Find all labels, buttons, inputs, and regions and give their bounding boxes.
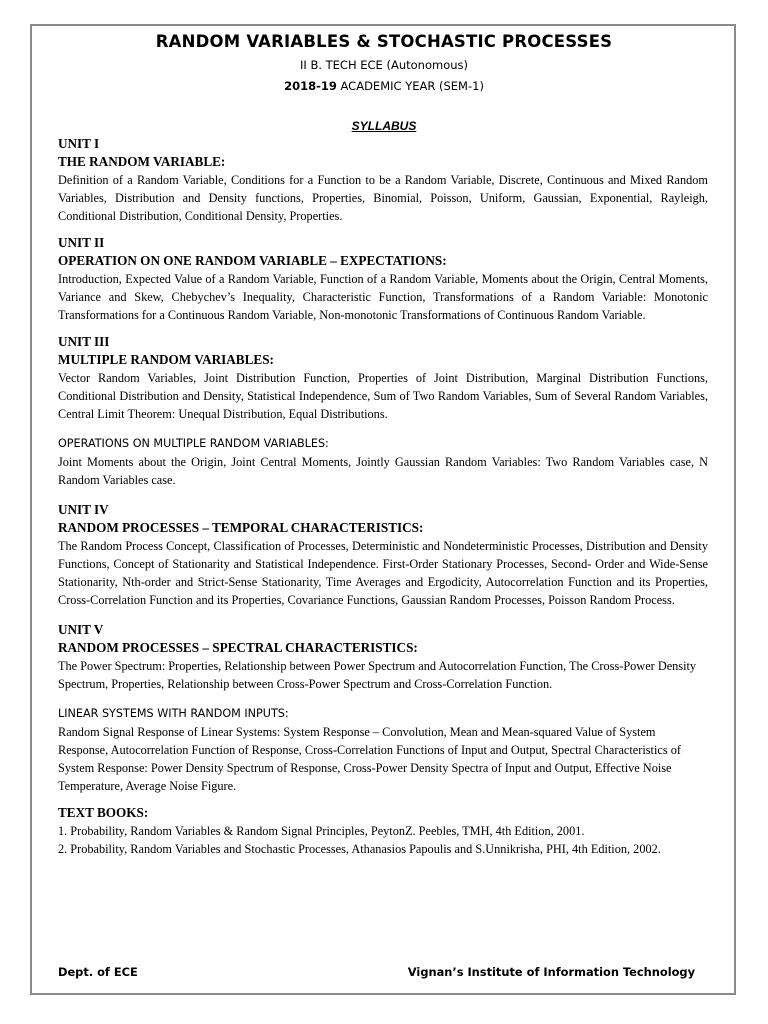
unit-title: RANDOM PROCESSES – TEMPORAL CHARACTERISTICS: — [58, 520, 424, 535]
unit-2 — [58, 234, 708, 324]
unit-3 — [58, 333, 708, 489]
unit-title: OPERATION ON ONE RANDOM VARIABLE – EXPECTATIONS: — [58, 253, 447, 268]
unit-4 — [58, 501, 708, 609]
academic-year: 2018-19 — [284, 79, 337, 93]
document-title: RANDOM VARIABLES & STOCHASTIC PROCESSES — [155, 32, 613, 51]
academic-year-rest: ACADEMIC YEAR (SEM-1) — [336, 79, 484, 93]
unit-title: MULTIPLE RANDOM VARIABLES: — [58, 352, 274, 367]
unit-subsection-text: Joint Moments about the Origin, Joint Central Moments, Jointly Gaussian Random Variables: Two Random Variables case, N Random Variables case. — [58, 455, 708, 487]
course-line: II B. TECH ECE (Autonomous) — [300, 58, 468, 72]
unit-text: The Power Spectrum: Properties, Relationship between Power Spectrum and Autocorrelation Function, The Cross-Power Density Spectrum, Properties, Relationship between Cross-Power Spectrum and Cross-Correlation Function. — [58, 659, 697, 691]
unit-title: THE RANDOM VARIABLE: — [58, 154, 226, 169]
unit-label: UNIT V — [58, 622, 104, 637]
unit-subsection-title: OPERATIONS ON MULTIPLE RANDOM VARIABLES: — [58, 437, 329, 450]
unit-label: UNIT I — [58, 136, 100, 151]
syllabus-content — [58, 135, 708, 858]
syllabus-heading: SYLLABUS — [351, 119, 417, 133]
footer-department: Dept. of ECE — [58, 965, 138, 979]
unit-label: UNIT II — [58, 235, 105, 250]
textbooks — [58, 804, 708, 858]
textbook-item: 2. Probability, Random Variables and Stochastic Processes, Athanasios Papoulis and S.Unnikrisha, PHI, 4th Edition, 2002. — [58, 842, 661, 856]
academic-year-line — [0, 79, 768, 93]
unit-5 — [58, 621, 708, 795]
unit-text: Vector Random Variables, Joint Distribution Function, Properties of Joint Distribution, Marginal Distribution Functions, Conditional Distribution and Density, Statistical Independence, Sum of Two Random Variables, Sum of Several Random Variables, Central Limit Theorem: Unequal Distribution, Equal Distributions. — [58, 371, 708, 421]
unit-text: The Random Process Concept, Classification of Processes, Deterministic and Nondeterministic Processes, Distribution and Density Functions, Concept of Stationarity and Statistical Independence. First-Order Stationary Processes, Second- Order and Wide-Sense Stationarity, Nth-order and Strict-Sense Stationarity, Time Averages and Ergodicity, Autocorrelation Function and its Properties, Cross-Correlation Function and its Properties, Covariance Functions, Gaussian Random Processes, Poisson Random Process. — [58, 539, 708, 607]
unit-subsection-text: Random Signal Response of Linear Systems: System Response – Convolution, Mean and Mean-squared Value of System Response, Autocorrelation Function of Response, Cross-Correlation Functions of Input and Output, Spectral Characteristics of System Response: Power Density Spectrum of Response, Cross-Power Density Spectra of Input and Output, Effective Noise Temperature, Average Noise Figure. — [58, 725, 681, 793]
unit-text: Definition of a Random Variable, Conditions for a Function to be a Random Variable, Discrete, Continuous and Mixed Random Variables, Distribution and Density functions, Properties, Binomial, Poisson, Uniform, Gaussian, Exponential, Rayleigh, Conditional Distribution, Conditional Density, Properties. — [58, 173, 708, 223]
unit-1 — [58, 135, 708, 225]
unit-label: UNIT IV — [58, 502, 109, 517]
unit-subsection-title: LINEAR SYSTEMS WITH RANDOM INPUTS: — [58, 707, 289, 720]
footer-institute: Vignan’s Institute of Information Technology — [407, 965, 695, 979]
textbook-item: 1. Probability, Random Variables & Random Signal Principles, PeytonZ. Peebles, TMH, 4th Edition, 2001. — [58, 824, 585, 838]
textbooks-heading: TEXT BOOKS: — [58, 805, 149, 820]
unit-text: Introduction, Expected Value of a Random Variable, Function of a Random Variable, Moments about the Origin, Central Moments, Variance and Skew, Chebychev’s Inequality, Characteristic Function, Transformations of a Random Variable: Monotonic Transformations for a Continuous Random Variable, Non-monotonic Transformations of Continuous Random Variable. — [58, 272, 708, 322]
unit-title: RANDOM PROCESSES – SPECTRAL CHARACTERISTICS: — [58, 640, 418, 655]
unit-label: UNIT III — [58, 334, 110, 349]
